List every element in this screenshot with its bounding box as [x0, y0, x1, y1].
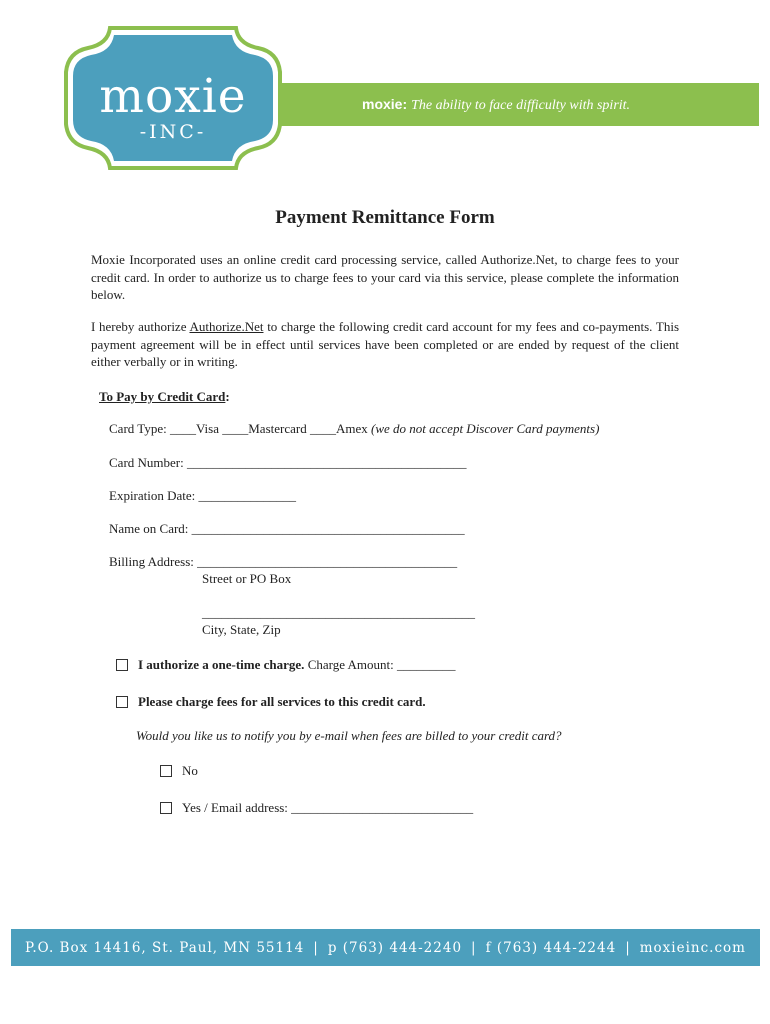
expiration-date-field[interactable]: Expiration Date: _______________ [109, 488, 297, 503]
all-services-option[interactable] [116, 694, 426, 710]
logo-inc: -INC- [139, 121, 207, 143]
auth-text-before: I hereby authorize [91, 319, 190, 334]
street-label: Street or PO Box [202, 571, 292, 586]
footer-fax: f (763) 444-2244 [485, 939, 617, 956]
notify-yes-email-field[interactable]: Yes / Email address: ____________________________ [182, 800, 474, 815]
logo-wordmark: moxie [99, 69, 247, 124]
city-label: City, State, Zip [202, 622, 281, 637]
auth-text-after: to charge the following credit card account for my fees and co-payments. This payment agreement will be in effect until services have been completed or are ended by request of the client either verbally or in writing. [91, 319, 680, 369]
tagline-motto: The ability to face difficulty with spirit. [411, 98, 631, 113]
one-time-charge-checkbox[interactable] [116, 659, 128, 671]
all-services-label: Please charge fees for all services to this credit card. [138, 694, 426, 709]
notify-question: Would you like us to notify you by e-mail when fees are billed to your credit card? [136, 728, 562, 743]
card-number-field[interactable]: Card Number: ___________________________________________ [109, 455, 467, 470]
card-type-note: (we do not accept Discover Card payments) [371, 421, 600, 436]
section-header-text: To Pay by Credit Card [99, 389, 226, 404]
authorization-paragraph [91, 318, 679, 371]
authorize-net-link[interactable]: Authorize.Net [189, 319, 264, 334]
city-state-zip-field[interactable]: __________________________________________ [202, 605, 475, 620]
card-type-field[interactable] [109, 421, 599, 437]
intro-paragraph: Moxie Incorporated uses an online credit card processing service, called Authorize.Net, to charge fees to your credit card. In order to authorize us to charge fees to your card via this service, please complete the information below. [91, 252, 679, 302]
footer-bar [11, 929, 760, 966]
footer-separator: | [471, 939, 477, 956]
footer-website[interactable]: moxieinc.com [639, 939, 746, 956]
tagline-brand: moxie: [362, 96, 408, 112]
tagline [362, 93, 630, 115]
notify-no-checkbox[interactable] [160, 765, 172, 777]
section-header [99, 389, 230, 405]
billing-address-field[interactable]: Billing Address: ________________________________________ [109, 554, 458, 569]
footer-phone: p (763) 444-2240 [327, 939, 463, 956]
footer-separator: | [313, 939, 319, 956]
notify-no-label: No [182, 763, 198, 778]
charge-amount-field[interactable]: Charge Amount: _________ [304, 657, 456, 672]
all-services-checkbox[interactable] [116, 696, 128, 708]
card-type-label: Card Type: ____Visa ____Mastercard ____Amex [109, 421, 368, 436]
one-time-charge-label: I authorize a one-time charge. [138, 657, 305, 672]
name-on-card-field[interactable]: Name on Card: __________________________________________ [109, 521, 465, 536]
one-time-charge-option[interactable] [116, 657, 456, 673]
footer-address: P.O. Box 14416, St. Paul, MN 55114 [25, 939, 305, 956]
form-title: Payment Remittance Form [275, 207, 495, 228]
footer-separator: | [625, 939, 631, 956]
moxie-logo [62, 24, 284, 172]
notify-no-option[interactable] [160, 763, 198, 779]
notify-yes-checkbox[interactable] [160, 802, 172, 814]
notify-yes-option[interactable] [160, 800, 473, 816]
section-header-colon: : [225, 389, 230, 404]
